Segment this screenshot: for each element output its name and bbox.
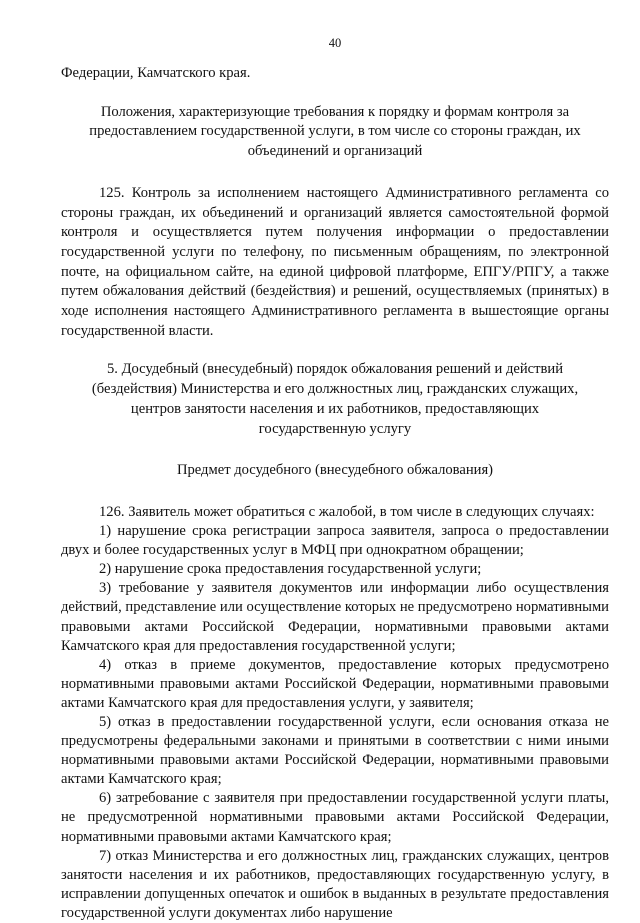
section-5-heading: 5. Досудебный (внесудебный) порядок обжалования решений и действий (бездействия) Министерства и его должностных лиц, гражданских служащих, центров занятости населения и их работников, предоставляющих государственную услугу — [91, 361, 579, 437]
list-item-6: 6) затребование с заявителя при предоставлении государственной услуги платы, не предусмотренной нормативными правовыми актами Российской Федерации, нормативными правовыми актами Камчатского края; — [61, 790, 609, 845]
document-page — [61, 36, 609, 923]
list-item-5: 5) отказ в предоставлении государственной услуги, если основания отказа не предусмотрены федеральными законами и принятыми в соответствии с ними иными нормативными правовыми актами Российской Федерации, нормативными правовыми актами Камчатского края; — [61, 713, 609, 788]
page-number: 40 — [328, 36, 342, 50]
continuation-text: Федерации, Камчатского края. — [61, 65, 251, 81]
list-item-1: 1) нарушение срока регистрации запроса заявителя, запроса о предоставлении двух и более государственных услуг в МФЦ при однократном обращении; — [61, 523, 609, 559]
list-item-2: 2) нарушение срока предоставления государственной услуги; — [99, 561, 482, 578]
subject-heading: Предмет досудебного (внесудебного обжалования) — [176, 462, 494, 479]
list-item-3: 3) требование у заявителя документов или информации либо осуществления действий, представление или осуществление которых не предусмотрено нормативными правовыми актами Российской Федерации, нормативными правовыми актами Камчатского края для предоставления государственной услуги; — [61, 580, 609, 654]
paragraph-125: 125. Контроль за исполнением настоящего Административного регламента со стороны граждан, их объединений и организаций является самостоятельной формой контроля и осуществляется путем получения информации о предоставлении государственной услуги по телефону, по письменным обращениям, по электронной почте, на официальном сайте, на единой цифровой платформе, ЕПГУ/РПГУ, а также путем обжалования действий (бездействия) и решений, осуществляемых (принятых) в ходе исполнения настоящего Административного регламента в вышестоящие органы государственной власти. — [61, 184, 609, 339]
paragraph-126: 126. Заявитель может обратиться с жалобой, в том числе в следующих случаях: — [99, 503, 595, 520]
list-item-7: 7) отказ Министерства и его должностных лиц, гражданских служащих, центров занятости населения и их работников, предоставляющих государственную услугу, в исправлении допущенных опечаток и ошибок в выданных в результате предоставления государственной услуги документах либо нарушение — [61, 847, 609, 921]
list-item-4: 4) отказ в приеме документов, предоставление которых предусмотрено нормативными правовыми актами Российской Федерации, нормативными правовыми актами Камчатского края для предоставления услуги, у заявителя; — [61, 656, 609, 711]
control-heading: Положения, характеризующие требования к порядку и формам контроля за предоставлением государственной услуги, в том числе со стороны граждан, их объединений и организаций — [89, 103, 581, 160]
